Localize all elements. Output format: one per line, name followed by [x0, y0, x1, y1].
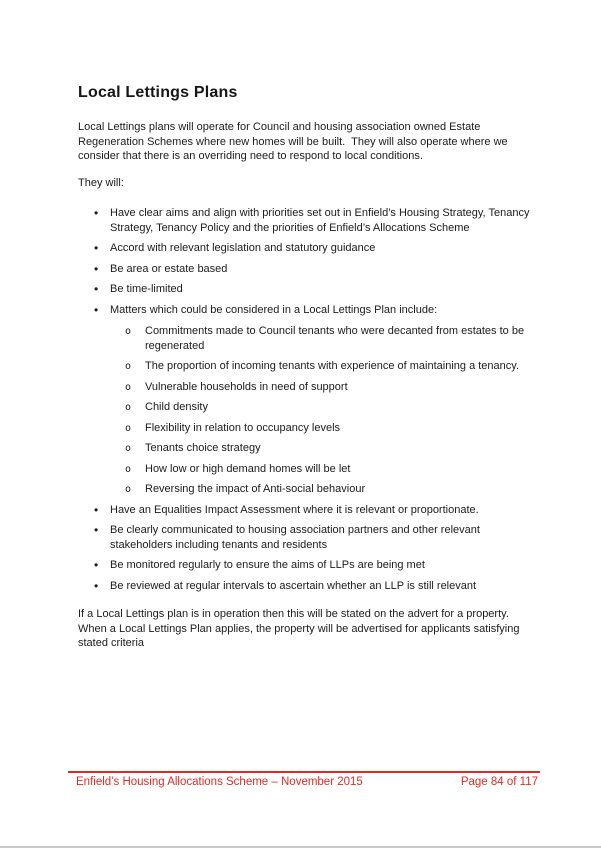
bullet-dot-icon [94, 241, 98, 257]
list-item-text: Accord with relevant legislation and statutory guidance [110, 242, 376, 254]
page-footer [68, 771, 540, 788]
bullet-list [78, 206, 535, 593]
sub-list-item [110, 380, 535, 395]
footer-document-title: Enfield’s Housing Allocations Scheme – November 2015 [76, 776, 363, 788]
sub-list-item [110, 324, 535, 353]
sub-list-item-text: Tenants choice strategy [145, 442, 261, 454]
sub-list-item [110, 421, 535, 436]
sub-list-item-text: How low or high demand homes will be let [145, 462, 351, 475]
list-item-text: Matters which could be considered in a Local Lettings Plan include: [110, 303, 438, 316]
circle-bullet-icon [125, 482, 131, 498]
closing-paragraph: If a Local Lettings plan is in operation then this will be stated on the advert for a property. When a Local Lettings Plan applies, the property will be advertised for applicants satisfying stated criteria [78, 608, 523, 649]
intro-paragraph: Local Lettings plans will operate for Council and housing association owned Estate Regeneration Schemes where new homes will be built. They will also operate where we consider that there is an overriding need to respond to local conditions. [78, 121, 511, 162]
sub-list-item-text: Reversing the impact of Anti-social behaviour [145, 483, 366, 495]
circle-bullet-icon [125, 441, 131, 457]
bullet-dot-icon [94, 579, 98, 595]
sub-list-item [110, 482, 535, 497]
circle-bullet-icon [125, 359, 131, 375]
sub-list-item [110, 359, 535, 374]
list-item [78, 241, 535, 256]
bullet-dot-icon [94, 206, 98, 222]
list-item-text: Be reviewed at regular intervals to ascertain whether an LLP is still relevant [110, 579, 477, 592]
bullet-dot-icon [94, 523, 98, 539]
circle-bullet-icon [125, 462, 131, 478]
sub-list-item-text: Child density [145, 401, 208, 413]
bullet-dot-icon [94, 503, 98, 519]
circle-bullet-icon [125, 400, 131, 416]
sub-list-item-text: Vulnerable households in need of support [145, 380, 348, 393]
document-body [78, 84, 535, 663]
sub-list-item [110, 462, 535, 477]
lead-in-text: They will: [78, 176, 124, 189]
sub-list-item-text: Commitments made to Council tenants who were decanted from estates to be regenerated [145, 325, 525, 352]
list-item-text: Be time-limited [110, 283, 183, 295]
page-title: Local Lettings Plans [78, 84, 238, 101]
sub-bullet-list [110, 324, 535, 497]
sub-list-item [110, 400, 535, 415]
list-item [78, 558, 535, 573]
list-item-text: Have clear aims and align with priorities set out in Enfield’s Housing Strategy, Tenancy Strategy, Tenancy Policy and the priorities of Enfield’s Allocations Scheme [110, 207, 530, 234]
footer-page-number: Page 84 of 117 [460, 776, 538, 788]
list-item-text: Be clearly communicated to housing association partners and other relevant stakeholders including tenants and residents [110, 524, 480, 551]
sub-list-item-text: The proportion of incoming tenants with experience of maintaining a tenancy. [145, 360, 520, 372]
list-item-text: Have an Equalities Impact Assessment where it is relevant or proportionate. [110, 503, 479, 516]
list-item-text: Be monitored regularly to ensure the aims of LLPs are being met [110, 559, 425, 571]
circle-bullet-icon [125, 380, 131, 396]
list-item [78, 579, 535, 594]
list-item [78, 303, 535, 497]
bullet-dot-icon [94, 558, 98, 574]
list-item [78, 262, 535, 277]
circle-bullet-icon [125, 421, 131, 437]
circle-bullet-icon [125, 324, 131, 340]
sub-list-item [110, 441, 535, 456]
bullet-dot-icon [94, 282, 98, 298]
list-item [78, 282, 535, 297]
list-item-text: Be area or estate based [110, 262, 228, 275]
page-bottom-edge [0, 846, 601, 848]
bullet-dot-icon [94, 262, 98, 278]
bullet-dot-icon [94, 303, 98, 319]
list-item [78, 523, 535, 552]
list-item [78, 206, 535, 235]
sub-list-item-text: Flexibility in relation to occupancy levels [145, 421, 341, 434]
list-item [78, 503, 535, 518]
